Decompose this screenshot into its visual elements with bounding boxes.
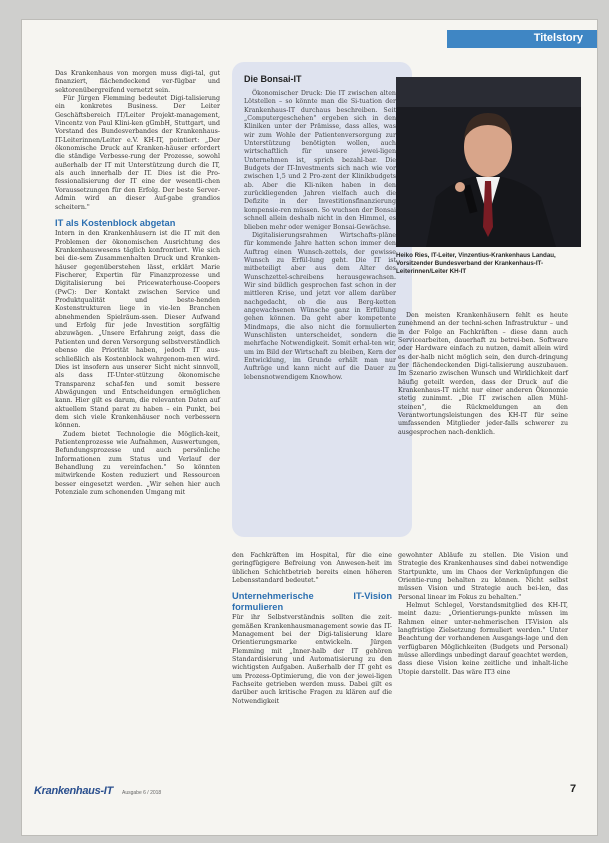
paragraph: gewohnter Abläufe zu stellen. Die Vision und Strategie des Krankenhauses sind dabei notwendige Startpunkte, um im Chaos der Verknüpfungen die Orientie-rung behalten zu können. Nicht selbst müssen Vision und Strategie auch bei-len, das Personal linear im Fokus zu behalten." — [398, 552, 568, 601]
magazine-page — [22, 20, 597, 835]
paragraph: den Fachkräften im Hospital, für die eine geringfügigere Befreiung von Anwesen-heit im üblichen Schichtbetrieb bereits einen höheren Lebensstandard bedeutet." — [232, 552, 392, 585]
column-3-lower — [398, 552, 568, 677]
photo-caption: Heiko Ries, IT-Leiter, Vinzentius-Krankenhaus Landau, Vorsitzender Bundesverband der Krankenhaus-IT-Leiterinnen/Leiter KH-IT — [396, 252, 556, 276]
portrait-photo — [396, 77, 581, 247]
section-banner — [447, 30, 597, 48]
paragraph: Zudem bietet Technologie die Möglich-keit, Patientenprozesse wie Aufnahmen, Auswertungen, Befundungsprozesse und auch persönliche Informationen zum Status und Verlauf der Behandlung zu vereinfachen." So könnten mitwirkende Kosten reduziert und Ressourcen besser eingesetzt werden. „Wir sehen hier auch Potenziale zum schonenden Umgang mit — [55, 430, 220, 496]
column-1 — [55, 70, 220, 497]
page-number: 7 — [570, 783, 577, 795]
sidebar-box — [232, 62, 412, 537]
issue-label: Ausgabe 6 / 2018 — [122, 790, 162, 796]
portrait-illustration — [396, 77, 581, 247]
paragraph: Für Jürgen Flemming bedeutet Digi-talisierung ein konkretes Business. Der Leiter Geschäftsbereich IT/Leiter Projekt-management, Vincentz von Paul Klini-ken gGmbH, Stuttgart, und Vorstand des Bundesverbandes der Krankenhaus-IT-Leiterinnen/Leiter e.V. KH-IT, pointiert: „Der ökonomische Druck auf Kranken-häuser erfordert die ständige Verbesse-rung der Prozesse, sowohl außerhalb der IT mit Unterstützung durch die IT, als auch innerhalb der IT. Dies ist die Pro-fessionalisierung der IT eine der wesentli-chen Voraussetzungen für den Erfolg. Der beste Server-Admin wird an dieser Auf-gabe grandios scheitern." — [55, 95, 220, 211]
column-3-upper — [398, 312, 568, 437]
paragraph: Den meisten Krankenhäusern fehlt es heute zunehmend an der techni-schen Infrastruktur – und in der Folge an Fachkräften – diese dann auch Servicearbeiten, dauerhaft zu betrei-ben. Software oder Hardware einfach zu nutzen, damit allein wird es der-halb nicht möglich sein, den durch-dringung der flächendeckenden Digi-talisierung auszubauen. Im Szenario zwischen Wunsch und Wirklichkeit darf häufig geteilt werden, dass der Druck auf die Krankenhaus-IT nicht nur einer anderen Ökonomie stetig zunimmt. „Die IT zwischen allen Mühl-steinen", die Rückmeldungen an den Verantwortungsleistungen des KH-IT für seine umfassenden Mitglieder jeder-falls schwerer zu ausgesprochen nach-denklich. — [398, 312, 568, 436]
paragraph: Digitalisierungsrahmen Wirtschafts-pläne für kommende Jahre hatten schon immer den Auftrag einen Wunsch-zettels, der gewisse Wunsch zu Erfül-lung geht. Die IT ist mitbeteiligt aber aus dem Alter des Wunschzettel-schreibens herausgewachsen. Wir sind bildlich gesprochen fast schon in der mittleren Krise, und jetzt vor allem darüber nachgedacht, ob die aus Berg-ketten angewachsenen Wünsche ganz in Erfüllung gehen können. Da geht aber kompetente Mindmaps, die also nicht die formulierten Wunschlisten unterscheidet, sondern die mehrfache Notwendigkeit. Somit erhal-ten wir, um im Bild der Wirtschaft zu bleiben, Kern der Entwicklung, im Grunde erhält man nur Aufträge und kann nicht auf die Dauer zu lebensnotwendigem Knowhow. — [244, 231, 396, 381]
paragraph: Intern in den Krankenhäusern ist die IT mit den Problemen der ökonomischen Ausrichtung des Krankenhauswesens täglich konfrontiert. Wie sich bei die-sem Zusammenhalten Druck und Kranken-häuser gegenüberstehen lässt, erklärt Marie Fischerer, Expertin für Finanzprozesse und Digitalisierung bei Pricewaterhouse-Coopers (PwC): Der Kontakt zwischen Service und Produktqualität und beste-henden Kostenstrukturen liege in vie-len Branchen abnehmenden Spielräum-ssen. Dieser Aufwand und Erfolg für jede Investition sorgfältig abzuwägen. „Unsere Erfahrung zeigt, dass die Patienten und deren Versorgung selbstverständlich ebenso die Priorität haben, jedoch IT aus-schließlich als Kostenblock wahrgenom-men wird. Dies ist insofern aus unserer Sicht nicht sinnvoll, als dass IT-Unter-stützung ökonomische Transparenz schaf-fen und somit bessere Abwägungen und Entscheidungen ermöglichen kann. Hier gilt es darum, die relevanten Daten auf aktuellem Stand parat zu haben – ein Punkt, bei dem sich viele Krankenhäuser noch verbessern können. — [55, 230, 220, 430]
section-heading: Unternehmerische IT-Vision formulieren — [232, 591, 392, 612]
column-2-lower — [232, 552, 392, 706]
section-heading: IT als Kostenblock abgetan — [55, 217, 176, 228]
paragraph: Das Krankenhaus von morgen muss digi-tal, gut finanziert, flächendeckend ver-fügbar und sektorenübergreifend vernetzt sein. — [55, 70, 220, 94]
sidebar-title: Die Bonsai-IT — [244, 74, 302, 84]
section-label: Titelstory — [533, 32, 583, 44]
paragraph: Helmut Schlegel, Vorstandsmitglied des KH-IT, meint dazu: „Orientierungs-punkte müssen im Rahmen einer unter-nehmerischen IT-Vision als langfristige Zielsetzung formuliert werden." Unter Beachtung der vorhandenen Ausgangs-lage und den verfügbaren Möglichkeiten (Budgets und Personal) müsse allerdings unbedingt darauf geachtet werden, dass diese Vision keine zeitliche und inhalt-liche Utopie darstellt. Das wäre IT3 eine — [398, 602, 568, 676]
paragraph: Ökonomischer Druck: Die IT zwischen alten Lötstellen – so könnte man die Si-tuation der Krankenhaus-IT durchaus beschreiben. Seit „Computergeschehen" ergeben sich in den Kliniken unter der Prämisse, dass alles, was wir zum Wohle der Patientenversorgung zur Unterstützung benötigten wollen, auch wirtschaftlich für unsere jewei-ligen Unternehmen ist, sprich bezahl-bar. Die Budgets der IT-Investments sich nach wie vor zwischen 1,5 und 2 Pro-zent der Klinikbudgets ab. Aber die Kli-niken haben in den zurückliegenden Jahren vielfach auch die Defizite in der Investitionsfinanzierung kompensie-ren müssen. So wuchsen der Bonsai schnell allein deshalb nicht in den Himmel, es blieben mehr oder weniger Bonsai-Gewächse. — [244, 90, 396, 231]
sidebar-body — [244, 90, 396, 382]
magazine-logo: Krankenhaus-IT — [34, 785, 113, 797]
paragraph: Für ihr Selbstverständnis sollten die zeit-gemäßen Krankenhausmanagement sowie das IT-Management bei der Digi-talisierung klare Orientierungsmarke entwickeln. Jürgen Flemming mit „Inner-halb der IT gehören Standardisierung und Automatisierung zu den wichtigsten Aufgaben. Außerhalb der IT geht es um Prozess-Optimierung, die von der jewei-ligen Fachseite getrieben werden muss. Dabei gilt es darüber auch kritische Fragen zu klären auf die Notwendigkeit — [232, 614, 392, 705]
